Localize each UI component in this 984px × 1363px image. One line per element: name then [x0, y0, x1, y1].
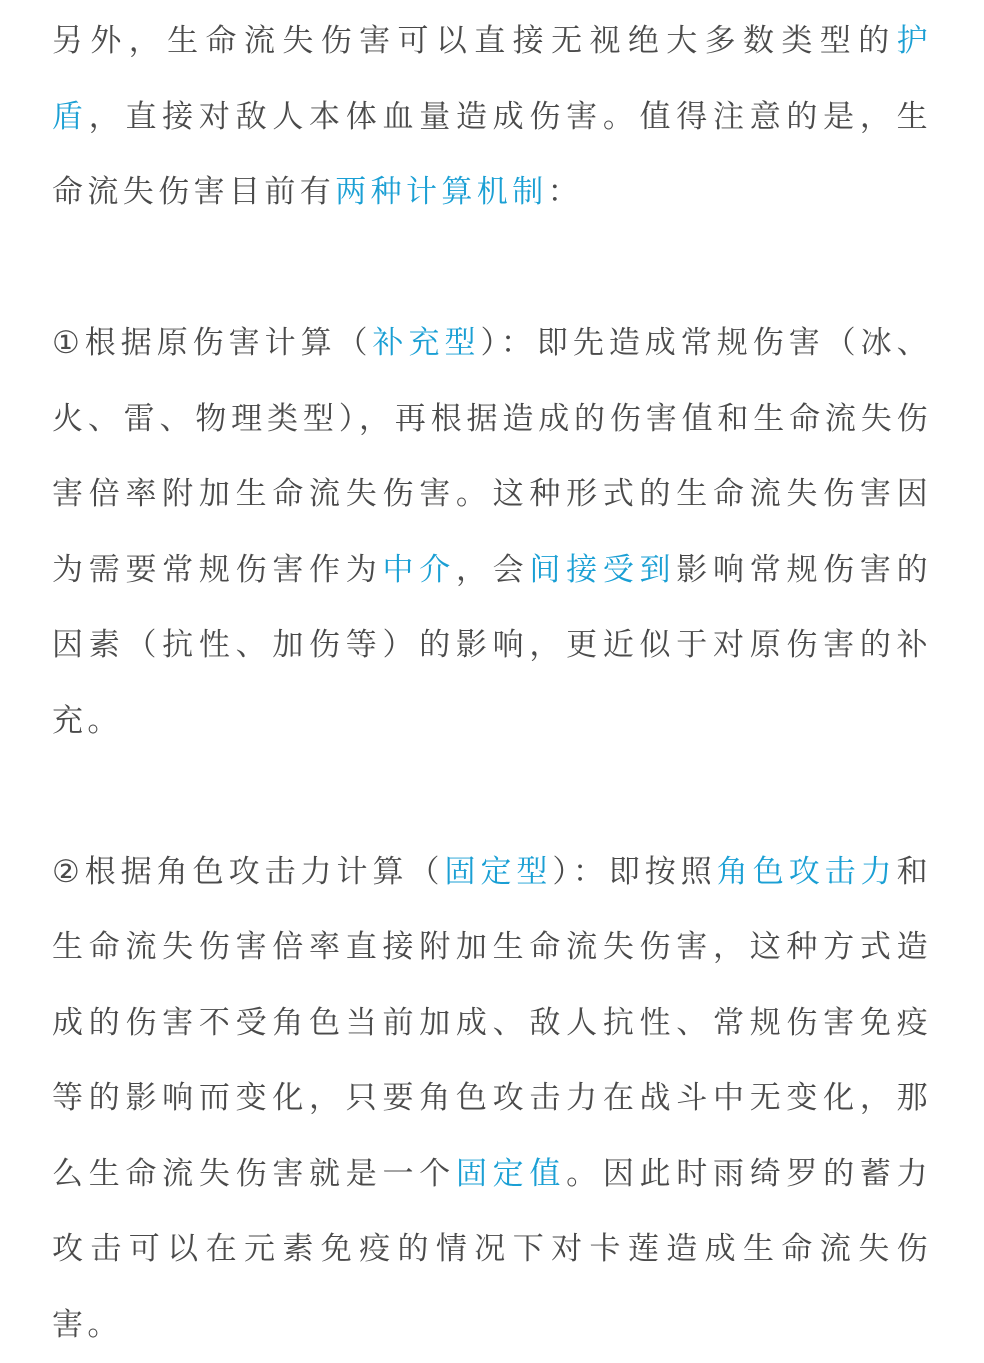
text-segment: ，直接对敌人本体血量造成伤害。值得注意的是，生命流失伤害目前有: [52, 99, 932, 211]
highlight-two-mechanisms: 两种计算机制: [335, 174, 547, 210]
text-segment: 。因此时雨绮罗的蓄力攻击可以在元素免疫的情况下对卡莲造成生命流失伤害。: [52, 1156, 932, 1343]
text-segment: ①根据原伤害计算（: [52, 325, 373, 361]
paragraph-spacer: [52, 231, 932, 307]
text-segment: ，会: [456, 552, 529, 588]
text-segment: ）：即按照: [552, 854, 716, 890]
paragraph-intro: [52, 4, 932, 231]
highlight-character-attack: 角色攻击力: [717, 854, 897, 890]
text-segment: ②根据角色攻击力计算（: [52, 854, 444, 890]
highlight-fixed: 固定型: [444, 854, 552, 890]
paragraph-spacer: [52, 759, 932, 835]
text-segment: 另外，生命流失伤害可以直接无视绝大多数类型的: [52, 23, 897, 59]
highlight-shield: 护盾: [52, 23, 932, 135]
text-segment: 和生命流失伤害倍率直接附加生命流失伤害，这种方式造成的伤害不受角色当前加成、敌人抗性、常规伤害免疫等的影响而变化，只要角色攻击力在战斗中无变化，那么生命流失伤害就是一个: [52, 854, 932, 1192]
paragraph-fixed-type: [52, 835, 932, 1363]
highlight-supplement: 补充型: [373, 325, 481, 361]
highlight-intermediary: 中介: [382, 552, 455, 588]
text-segment: 影响常规伤害的因素（抗性、加伤等）的影响，更近似于对原伤害的补充。: [52, 552, 932, 739]
article-body: [52, 4, 932, 1363]
highlight-indirectly-affected: 间接受到: [529, 552, 676, 588]
highlight-fixed-value: 固定值: [456, 1156, 566, 1192]
paragraph-supplement-type: [52, 306, 932, 759]
text-segment: ：: [548, 174, 583, 210]
text-segment: ）：即先造成常规伤害（冰、火、雷、物理类型），再根据造成的伤害值和生命流失伤害倍率附加生命流失伤害。这种形式的生命流失伤害因为需要常规伤害作为: [52, 325, 932, 588]
